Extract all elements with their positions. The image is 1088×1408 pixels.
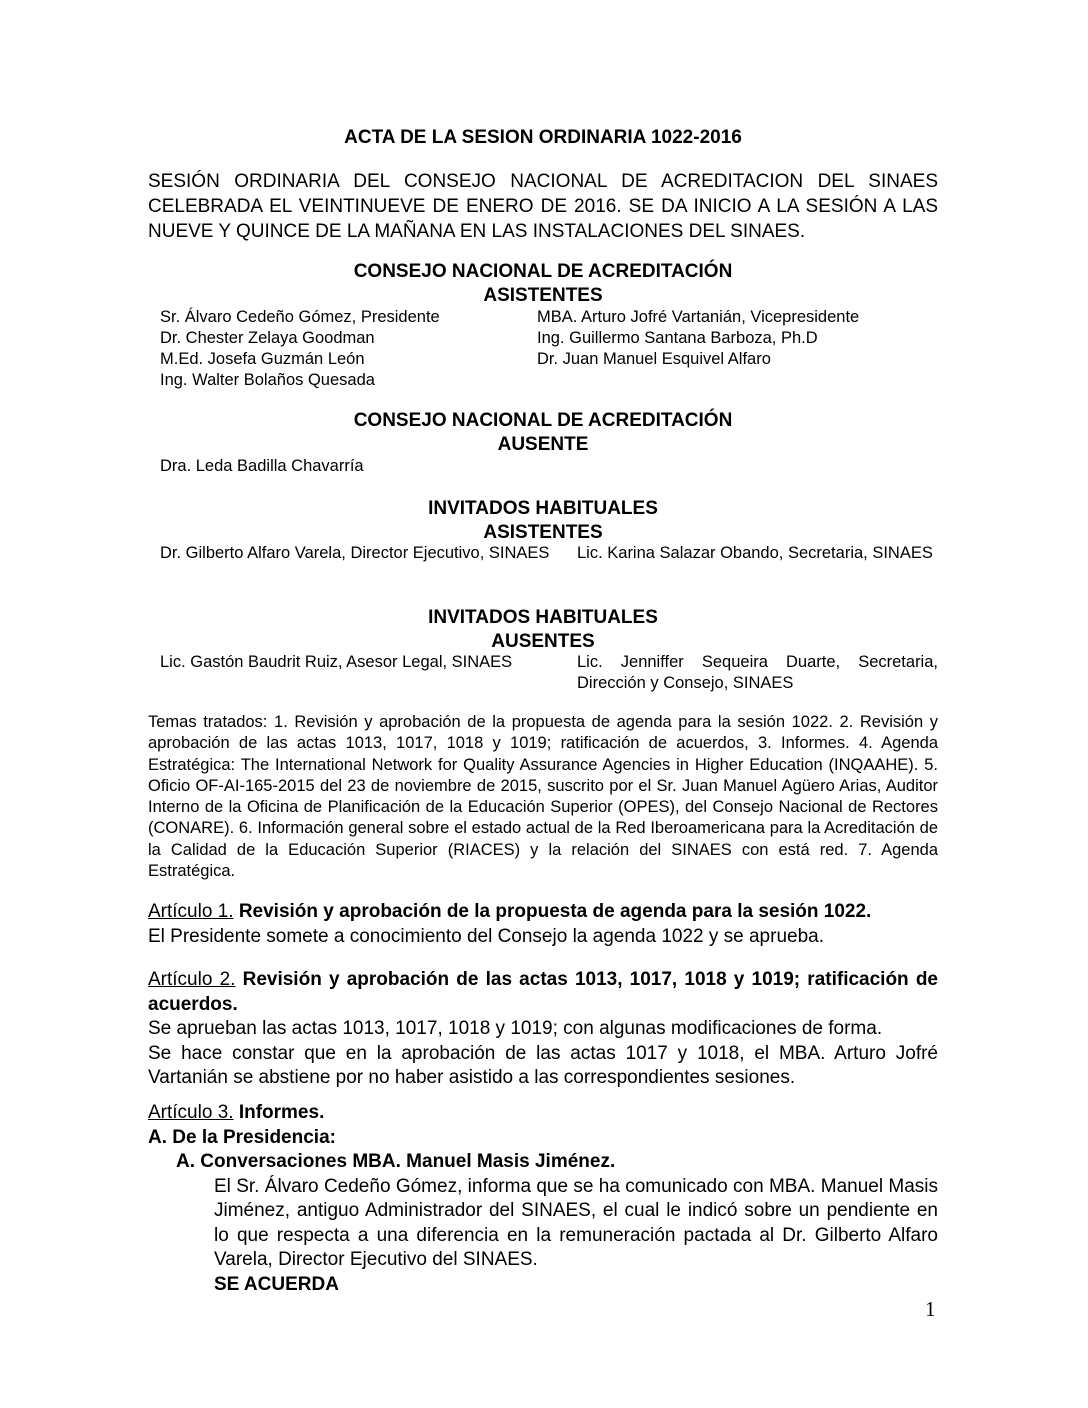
articulo-3 <box>148 1101 938 1297</box>
invitados-ausentes-list <box>160 652 938 696</box>
consejo-asistentes-list <box>160 307 938 393</box>
attendee: Lic. Karina Salazar Obando, Secretaria, SINAES <box>577 544 933 562</box>
consejo-ausente-heading: CONSEJO NACIONAL DE ACREDITACIÓN AUSENTE <box>353 410 733 455</box>
article-body: Se aprueban las actas 1013, 1017, 1018 y 1019; con algunas modificaciones de forma. <box>148 1018 883 1039</box>
absentee: Lic. Gastón Baudrit Ruiz, Asesor Legal, SINAES <box>160 653 513 671</box>
articulo-2 <box>148 968 938 1091</box>
article-label: Artículo 1. <box>148 901 234 922</box>
attendee: Ing. Walter Bolaños Quesada <box>160 371 375 389</box>
subsection-heading: A. De la Presidencia: <box>148 1126 336 1148</box>
attendee: MBA. Arturo Jofré Vartanián, Vicepresidente <box>537 308 860 326</box>
attendee: Dr. Gilberto Alfaro Varela, Director Ejecutivo, SINAES <box>160 544 550 562</box>
session-intro: SESIÓN ORDINARIA DEL CONSEJO NACIONAL DE ACREDITACION DEL SINAES CELEBRADA EL VEINTINUEVE DE ENERO DE 2016. SE DA INICIO A LA SESIÓN A LAS NUEVE Y QUINCE DE LA MAÑANA EN LAS INSTALACIONES DEL SINAES. <box>148 171 938 242</box>
invitados-ausentes-heading: INVITADOS HABITUALES AUSENTES <box>428 607 658 652</box>
attendee: Ing. Guillermo Santana Barboza, Ph.D <box>537 329 818 347</box>
attendee: Dr. Juan Manuel Esquivel Alfaro <box>537 350 771 368</box>
agreement-label: SE ACUERDA <box>214 1273 339 1295</box>
absentee: Dra. Leda Badilla Chavarría <box>160 457 364 475</box>
attendee: M.Ed. Josefa Guzmán León <box>160 350 365 368</box>
articulo-1 <box>148 900 938 949</box>
subsection-body: El Sr. Álvaro Cedeño Gómez, informa que se ha comunicado con MBA. Manuel Masis Jiménez, antiguo Administrador del SINAES, el cual le indicó sobre un pendiente en lo que respecta a una diferencia en la remuneración pactada al Dr. Gilberto Alfaro Varela, Director Ejecutivo del SINAES. <box>214 1175 938 1270</box>
invitados-asistentes-list <box>160 543 938 587</box>
article-heading: Revisión y aprobación de la propuesta de agenda para la sesión 1022. <box>238 901 872 922</box>
page-number: 1 <box>925 1297 936 1321</box>
document-title: ACTA DE LA SESION ORDINARIA 1022-2016 <box>344 127 742 148</box>
absentee: Lic. Jenniffer Sequeira Duarte, Secretaria, Dirección y Consejo, SINAES <box>577 653 938 692</box>
consejo-asistentes-heading: CONSEJO NACIONAL DE ACREDITACIÓN ASISTENTES <box>353 261 733 306</box>
article-body: El Presidente somete a conocimiento del Consejo la agenda 1022 y se aprueba. <box>148 925 824 947</box>
article-body: Se hace constar que en la aprobación de las actas 1017 y 1018, el MBA. Arturo Jofré Vartanián se abstiene por no haber asistido a las correspondientes sesiones. <box>148 1042 938 1088</box>
attendee: Sr. Álvaro Cedeño Gómez, Presidente <box>160 308 440 326</box>
consejo-ausente-list <box>160 456 938 478</box>
topics-paragraph: Temas tratados: 1. Revisión y aprobación de la propuesta de agenda para la sesión 1022. 2. Revisión y aprobación de las actas 1013, 1017, 1018 y 1019; ratificación de acuerdos, 3. Informes. 4. Agenda Estratégica: The International Network for Quality Assurance Agencies in Higher Education (INQAAHE). 5. Oficio OF-AI-165-2015 del 23 de noviembre de 2015, suscrito por el Sr. Juan Manuel Agüero Arias, Auditor Interno de la Oficina de Planificación de la Educación Superior (OPES), del Consejo Nacional de Rectores (CONARE). 6. Información general sobre el estado actual de la Red Iberoamericana para la Acreditación de la Calidad de la Educación Superior (RIACES) y la relación del SINAES con está red. 7. Agenda Estratégica. <box>148 713 938 881</box>
invitados-asistentes-heading: INVITADOS HABITUALES ASISTENTES <box>428 498 658 543</box>
attendee: Dr. Chester Zelaya Goodman <box>160 329 375 347</box>
article-heading: Informes. <box>238 1102 325 1123</box>
subsection-heading: A. Conversaciones MBA. Manuel Masis Jiménez. <box>176 1151 616 1172</box>
article-label: Artículo 2. <box>148 969 236 990</box>
article-label: Artículo 3. <box>148 1102 234 1123</box>
article-heading: Revisión y aprobación de las actas 1013, 1017, 1018 y 1019; ratificación de acuerdos. <box>148 969 939 1015</box>
